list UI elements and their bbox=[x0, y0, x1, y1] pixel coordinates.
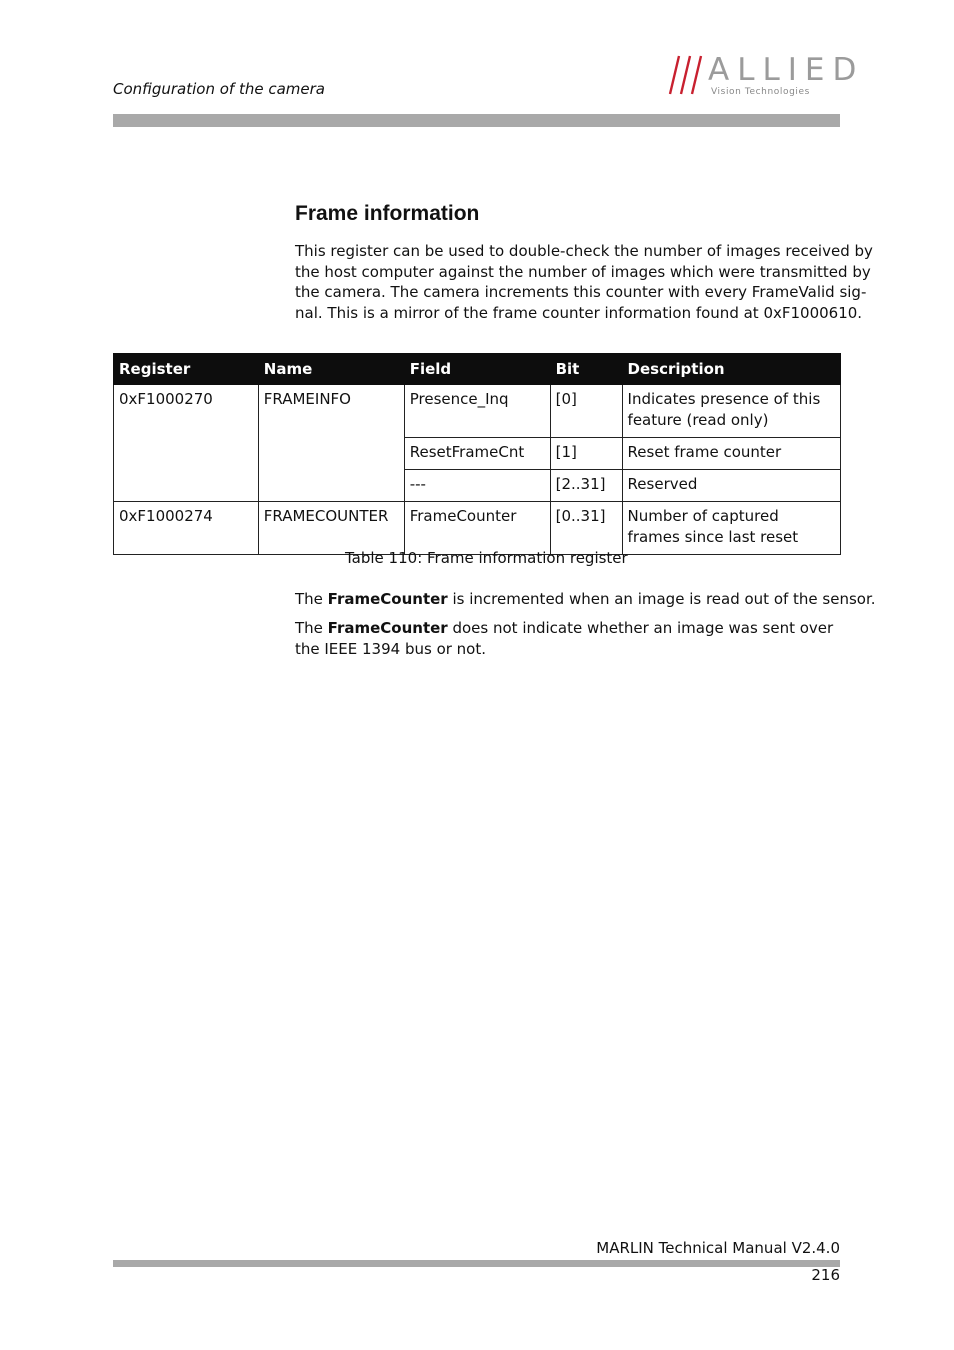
cell-field: FrameCounter bbox=[404, 502, 550, 555]
cell-bit: [1] bbox=[550, 438, 622, 470]
cell-register: 0xF1000274 bbox=[114, 502, 259, 555]
table-caption: Table 110: Frame information register bbox=[345, 549, 628, 567]
cell-bit: [0] bbox=[550, 385, 622, 438]
header-rule bbox=[113, 114, 840, 127]
note-prefix: The bbox=[295, 590, 328, 608]
col-header-field: Field bbox=[404, 354, 550, 385]
col-header-name: Name bbox=[258, 354, 404, 385]
note-paragraph bbox=[295, 618, 843, 659]
cell-description: Indicates presence of this feature (read only) bbox=[622, 385, 840, 438]
cell-bit: [2..31] bbox=[550, 470, 622, 502]
intro-paragraph bbox=[295, 241, 873, 323]
table-header-row bbox=[114, 354, 841, 385]
section-title: Frame information bbox=[295, 202, 480, 225]
running-header: Configuration of the camera bbox=[113, 80, 325, 98]
cell-description: Reset frame counter bbox=[622, 438, 840, 470]
register-table bbox=[113, 353, 841, 555]
cell-name: FRAMEINFO bbox=[258, 385, 404, 502]
logo-slashes-icon bbox=[668, 54, 710, 96]
cell-field: Presence_Inq bbox=[404, 385, 550, 438]
cell-register: 0xF1000270 bbox=[114, 385, 259, 502]
col-header-description: Description bbox=[622, 354, 840, 385]
cell-description: Reserved bbox=[622, 470, 840, 502]
logo-brand: ALLIED bbox=[708, 52, 865, 88]
note-prefix: The bbox=[295, 619, 328, 637]
note-term: FrameCounter bbox=[327, 619, 448, 637]
cell-name: FRAMECOUNTER bbox=[258, 502, 404, 555]
logo-tagline: Vision Technologies bbox=[711, 87, 810, 97]
cell-field: --- bbox=[404, 470, 550, 502]
allied-logo bbox=[668, 52, 865, 100]
note-suffix: does not indicate whether an image was sent over the IEEE 1394 bus or not. bbox=[295, 619, 834, 658]
note-suffix: is incremented when an image is read out of the sensor. bbox=[447, 590, 876, 608]
intro-line: the camera. The camera increments this counter with every FrameValid sig- bbox=[295, 283, 867, 301]
cell-field: ResetFrameCnt bbox=[404, 438, 550, 470]
intro-line: the host computer against the number of images which were transmitted by bbox=[295, 262, 871, 281]
intro-line: nal. This is a mirror of the frame counter information found at 0xF1000610. bbox=[295, 303, 863, 322]
page-number: 216 bbox=[811, 1266, 840, 1284]
note-term: FrameCounter bbox=[327, 590, 448, 608]
footer-rule bbox=[113, 1260, 840, 1267]
table-row bbox=[114, 502, 841, 555]
note-paragraph bbox=[295, 589, 876, 610]
cell-description: Number of captured frames since last reset bbox=[622, 502, 840, 555]
intro-line: This register can be used to double-check the number of images received by bbox=[295, 242, 873, 260]
cell-bit: [0..31] bbox=[550, 502, 622, 555]
col-header-register: Register bbox=[114, 354, 259, 385]
col-header-bit: Bit bbox=[550, 354, 622, 385]
footer-manual-title: MARLIN Technical Manual V2.4.0 bbox=[596, 1239, 840, 1257]
table-row bbox=[114, 385, 841, 438]
